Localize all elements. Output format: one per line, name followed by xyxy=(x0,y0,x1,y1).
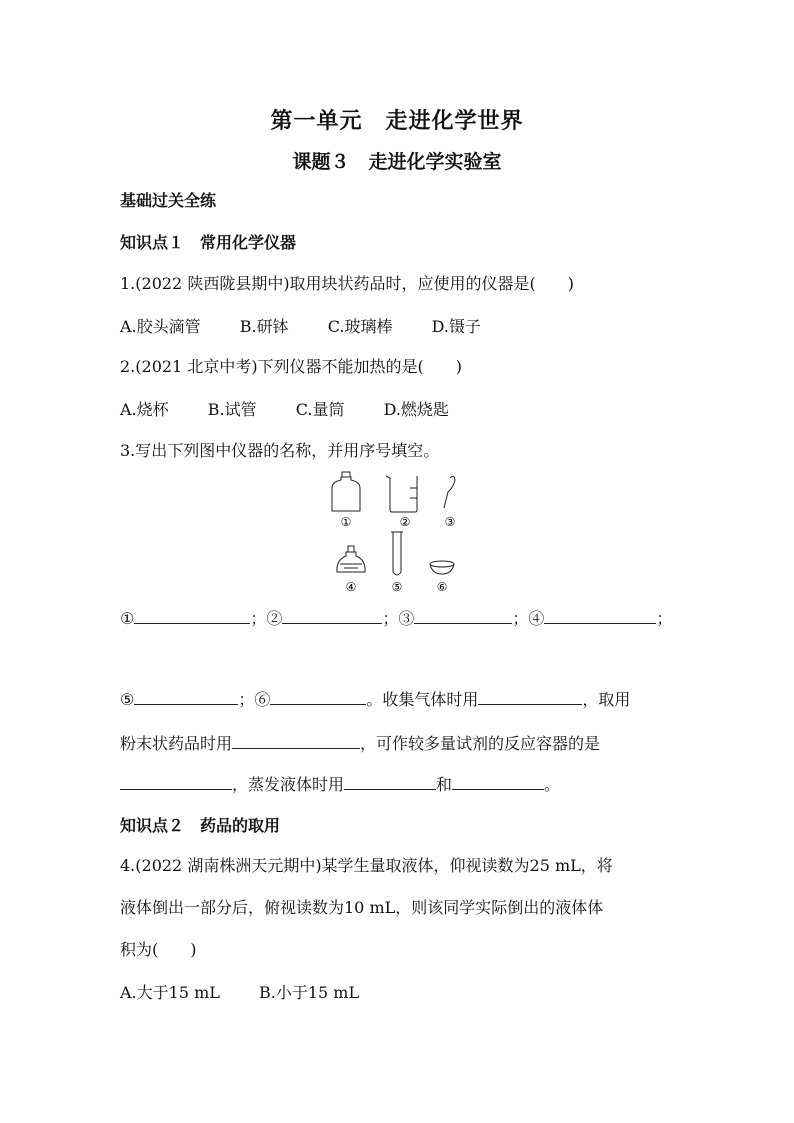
q2-option-b: B.试管 xyxy=(207,400,257,419)
blank-9[interactable] xyxy=(120,773,232,790)
blank-8[interactable] xyxy=(232,732,360,749)
fig-label-6: ⑥ xyxy=(436,580,448,594)
q3-text: ； xyxy=(656,609,673,628)
q3-text: ，取用 xyxy=(582,690,631,709)
q3-blanks-line-3 xyxy=(120,732,600,755)
q3-text: ；⑥ xyxy=(238,690,271,709)
alcohol-lamp-icon xyxy=(337,546,365,572)
q3-stem: 3.写出下列图中仪器的名称，并用序号填空。 xyxy=(120,441,440,460)
q3-blanks-line-1 xyxy=(120,607,672,630)
q2-option-d: D.燃烧匙 xyxy=(383,400,449,419)
q3-text: 。收集气体时用 xyxy=(366,690,479,709)
q4-option-b: B.小于15 mL xyxy=(258,983,360,1002)
q1-option-a: A.胶头滴管 xyxy=(120,317,201,336)
q3-text: ；② xyxy=(250,609,283,628)
q3-blanks-line-4 xyxy=(120,773,560,796)
fig-label-2: ② xyxy=(399,515,411,529)
fig-label-3: ③ xyxy=(444,515,456,529)
q1-options xyxy=(120,316,515,338)
fig-label-5: ⑤ xyxy=(391,580,403,594)
q2-option-a: A.烧杯 xyxy=(120,400,169,419)
q4-option-a: A.大于15 mL xyxy=(120,983,220,1002)
q1-option-b: B.研钵 xyxy=(239,317,289,336)
blank-2[interactable] xyxy=(282,607,382,624)
blank-6[interactable] xyxy=(270,688,366,705)
blank-4[interactable] xyxy=(544,607,656,624)
q3-text: 粉末状药品时用 xyxy=(120,734,233,753)
evaporating-dish-icon xyxy=(430,561,454,574)
q3-text: 。 xyxy=(544,775,561,794)
q4-options xyxy=(120,982,393,1004)
q4-stem-2: 液体倒出一部分后，俯视读数为10 mL，则该同学实际倒出的液体体 xyxy=(120,898,604,917)
q3-text: ⑤ xyxy=(120,690,135,709)
q3-text: ；④ xyxy=(512,609,545,628)
beaker-icon xyxy=(386,476,417,512)
spatula-icon xyxy=(444,476,455,508)
knowledge-point-2: 知识点２ 药品的取用 xyxy=(120,816,281,835)
q3-text: 和 xyxy=(436,775,453,794)
fig-label-4: ④ xyxy=(345,580,357,594)
q3-text: ，蒸发液体时用 xyxy=(232,775,345,794)
reagent-bottle-icon xyxy=(332,472,360,511)
q2-option-c: C.量筒 xyxy=(295,400,345,419)
q1-stem: 1.(2022 陕西陇县期中)取用块状药品时，应使用的仪器是( ) xyxy=(120,274,575,293)
q3-text: ① xyxy=(120,609,135,628)
q4-stem-1: 4.(2022 湖南株洲天元期中)某学生量取液体，仰视读数为25 mL，将 xyxy=(120,856,613,875)
blank-10[interactable] xyxy=(344,773,436,790)
knowledge-point-1: 知识点１ 常用化学仪器 xyxy=(120,233,297,252)
blank-11[interactable] xyxy=(452,773,544,790)
blank-1[interactable] xyxy=(134,607,250,624)
test-tube-icon xyxy=(391,532,403,575)
q3-text: ，可作较多量试剂的反应容器的是 xyxy=(360,734,601,753)
q2-options xyxy=(120,399,483,421)
blank-5[interactable] xyxy=(134,688,238,705)
lesson-title: 课题３ 走进化学实验室 xyxy=(292,151,502,173)
q3-blanks-line-2 xyxy=(120,688,630,711)
q4-stem-3: 积为( ) xyxy=(120,940,197,959)
unit-title: 第一单元 走进化学世界 xyxy=(270,109,524,134)
q1-option-d: D.镊子 xyxy=(431,317,481,336)
fig-label-1: ① xyxy=(340,515,352,529)
q2-stem: 2.(2021 北京中考)下列仪器不能加热的是( ) xyxy=(120,357,463,376)
section-basic: 基础过关全练 xyxy=(120,191,217,210)
blank-7[interactable] xyxy=(478,688,582,705)
apparatus-figure xyxy=(320,468,470,598)
q3-text: ；③ xyxy=(382,609,415,628)
blank-3[interactable] xyxy=(414,607,512,624)
q1-option-c: C.玻璃棒 xyxy=(327,317,393,336)
